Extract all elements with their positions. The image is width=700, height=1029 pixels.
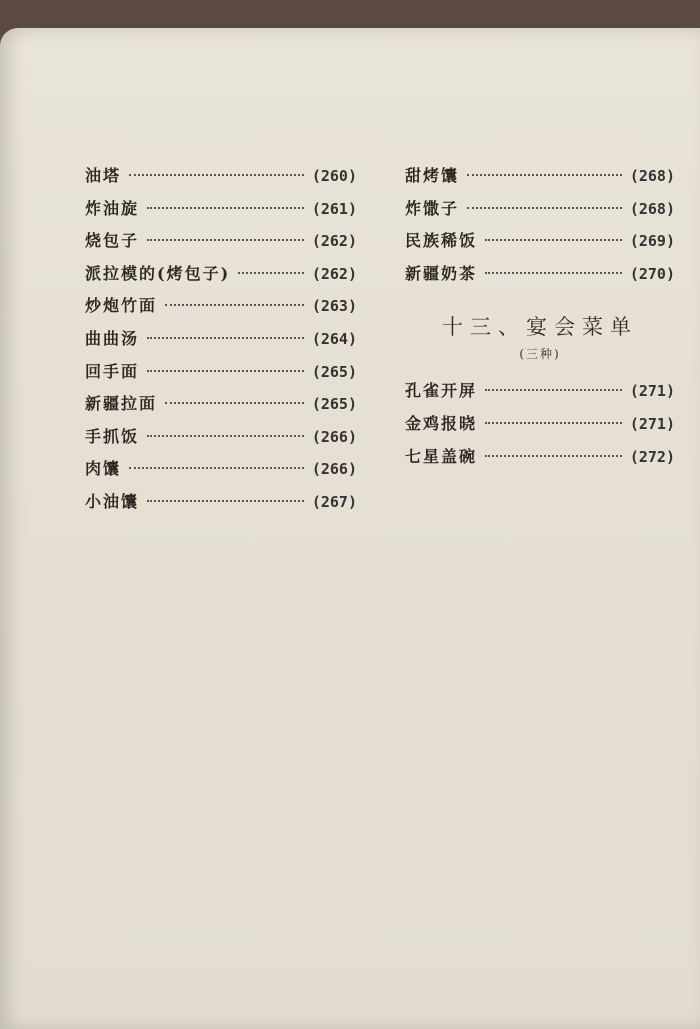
dot-leader bbox=[467, 207, 622, 209]
dot-leader bbox=[485, 239, 622, 241]
entry-title: 金鸡报晓 bbox=[405, 413, 478, 433]
entry-title: 油塔 bbox=[85, 166, 122, 185]
dot-leader bbox=[238, 272, 304, 274]
toc-entry bbox=[85, 293, 357, 326]
toc-entry bbox=[85, 261, 357, 294]
dot-leader bbox=[147, 207, 304, 209]
entry-title: 烧包子 bbox=[85, 231, 140, 251]
toc-right-column bbox=[405, 163, 675, 476]
entry-page: (261) bbox=[311, 199, 357, 218]
toc-entry bbox=[85, 391, 357, 424]
toc-entry bbox=[405, 444, 675, 477]
dot-leader bbox=[485, 455, 622, 457]
entry-page: (263) bbox=[311, 297, 357, 316]
entry-page: (266) bbox=[311, 427, 357, 446]
toc-entry bbox=[85, 359, 357, 392]
entry-title: 派拉模的(烤包子) bbox=[85, 263, 231, 283]
entry-title: 肉馕 bbox=[85, 459, 122, 479]
dot-leader bbox=[129, 174, 304, 176]
book-page bbox=[0, 28, 700, 1029]
entry-title: 炸馓子 bbox=[405, 198, 460, 218]
entry-page: (272) bbox=[629, 447, 675, 466]
toc-left-column bbox=[85, 163, 357, 522]
entry-title: 手抓饭 bbox=[85, 426, 140, 446]
toc-entry bbox=[85, 489, 357, 522]
entry-title: 小油馕 bbox=[85, 491, 140, 511]
toc-entry bbox=[85, 196, 357, 229]
toc-entry bbox=[85, 228, 357, 261]
entry-page: (266) bbox=[311, 460, 357, 479]
entry-title: 炸油旋 bbox=[85, 198, 140, 218]
toc-entry bbox=[405, 261, 675, 294]
entry-page: (260) bbox=[311, 167, 357, 185]
entry-page: (262) bbox=[311, 232, 357, 251]
toc-entry bbox=[85, 326, 357, 359]
entry-title: 炒炮竹面 bbox=[85, 296, 158, 316]
toc-entry bbox=[405, 228, 675, 261]
dot-leader bbox=[165, 304, 304, 306]
entry-title: 新疆奶茶 bbox=[405, 263, 478, 283]
dot-leader bbox=[485, 389, 622, 391]
entry-page: (265) bbox=[311, 395, 357, 414]
dot-leader bbox=[485, 272, 622, 274]
entry-title: 民族稀饭 bbox=[405, 231, 478, 251]
entry-page: (271) bbox=[629, 382, 675, 401]
toc-entry bbox=[85, 456, 357, 489]
dot-leader bbox=[147, 370, 304, 372]
entry-page: (264) bbox=[311, 329, 357, 348]
toc-entry bbox=[405, 411, 675, 444]
dot-leader bbox=[129, 467, 304, 469]
toc-entry bbox=[405, 378, 675, 411]
entry-page: (262) bbox=[311, 264, 357, 283]
toc-entry bbox=[405, 196, 675, 229]
dot-leader bbox=[165, 402, 304, 404]
section-subheading: (三种) bbox=[519, 347, 561, 362]
dot-leader bbox=[485, 422, 622, 424]
entry-page: (271) bbox=[629, 414, 675, 433]
entry-title: 新疆拉面 bbox=[85, 394, 158, 414]
entry-page: (265) bbox=[311, 362, 357, 381]
entry-title: 七星盖碗 bbox=[405, 446, 478, 466]
dot-leader bbox=[467, 174, 622, 176]
toc-entry bbox=[85, 163, 357, 196]
toc-entry bbox=[85, 424, 357, 457]
dot-leader bbox=[147, 500, 304, 502]
entry-page: (268) bbox=[629, 167, 675, 185]
entry-page: (267) bbox=[311, 492, 357, 511]
dot-leader bbox=[147, 435, 304, 437]
entry-title: 曲曲汤 bbox=[85, 328, 140, 348]
entry-title: 回手面 bbox=[85, 361, 140, 381]
entry-page: (270) bbox=[629, 264, 675, 283]
dot-leader bbox=[147, 239, 304, 241]
entry-title: 甜烤馕 bbox=[405, 166, 460, 185]
toc-entry bbox=[405, 163, 675, 196]
entry-page: (268) bbox=[629, 199, 675, 218]
entry-title: 孔雀开屏 bbox=[405, 381, 478, 401]
dot-leader bbox=[147, 337, 304, 339]
section-heading: 十三、宴会菜单 bbox=[442, 315, 638, 340]
entry-page: (269) bbox=[629, 232, 675, 251]
